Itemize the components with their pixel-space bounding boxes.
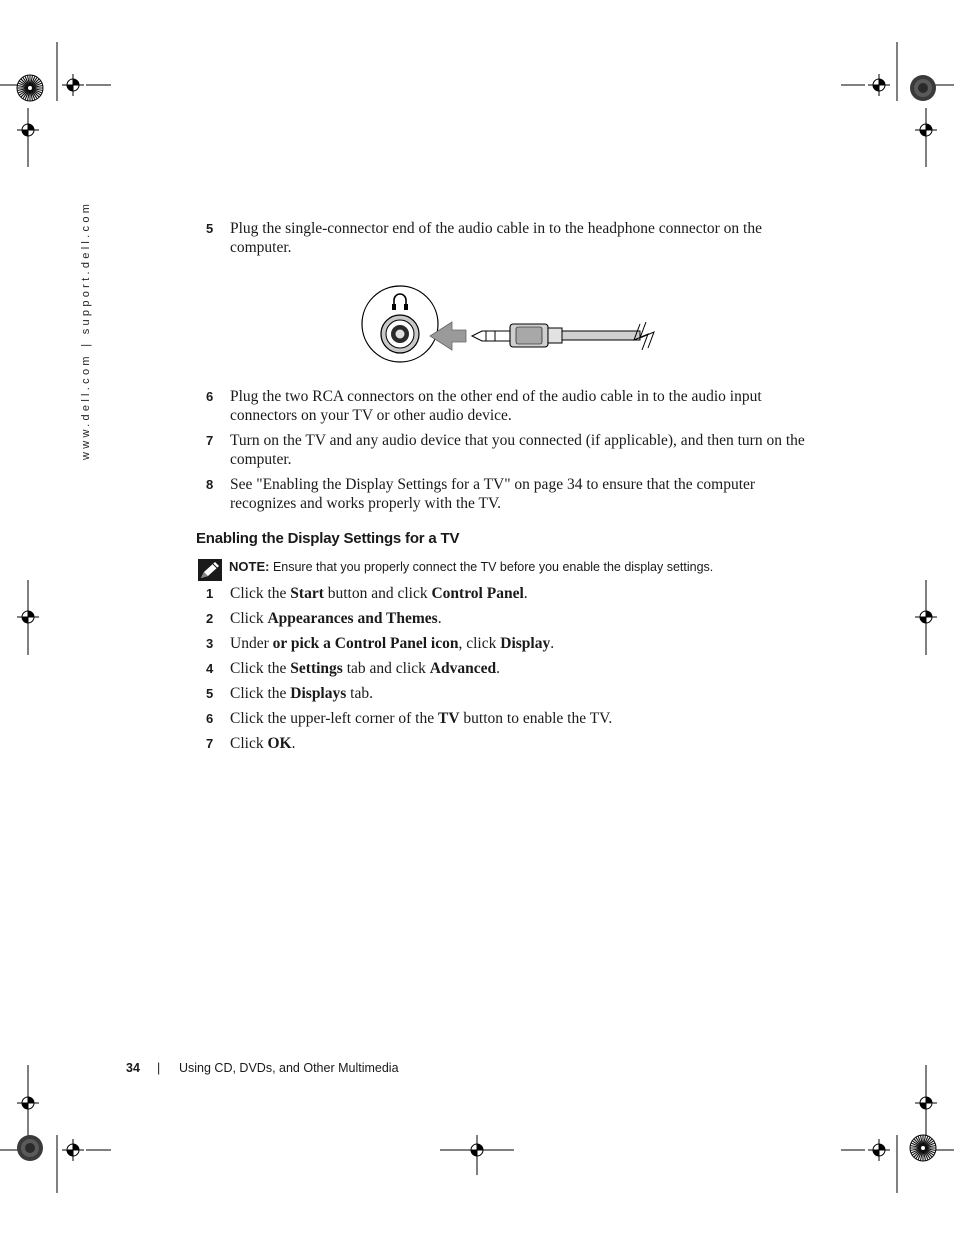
ui-term: TV [438,710,460,727]
footer-separator: | [157,1061,161,1075]
text-run: Click the [230,585,291,602]
step-text [230,609,818,628]
step-number: 5 [206,686,214,701]
ui-term: or pick a Control Panel icon [272,635,459,652]
step-text [230,387,818,425]
page-number: 34 [126,1061,140,1075]
step-number: 4 [206,661,214,676]
step-text [230,709,818,728]
step-item [206,709,818,728]
text-run: tab. [346,685,373,702]
step-number: 7 [206,433,214,448]
step-number: 3 [206,636,214,651]
step-text [230,684,818,703]
step-text [230,431,818,469]
text-run: tab and click [342,660,430,677]
ui-term: Appearances and Themes [267,610,438,627]
ui-term: Advanced [429,660,497,677]
text-run: Click [230,610,268,627]
ui-term: Display [500,635,551,652]
step-text [230,584,818,603]
step-number: 6 [206,389,214,404]
ui-term: Displays [290,685,347,702]
text-run: Plug the two RCA connectors on the other end of the audio cable in to the audio input connectors on your TV or other audio device. [230,388,762,424]
step-number: 8 [206,477,214,492]
text-run: Click the upper-left corner of the [230,710,438,727]
text-run: See "Enabling the Display Settings for a TV" on page 34 to ensure that the computer recognizes and works properly with the TV. [230,476,756,512]
sidebar-url: www.dell.com | support.dell.com [80,200,92,460]
section-heading: Enabling the Display Settings for a TV [196,530,460,547]
step-item [206,734,818,753]
step-item [206,634,818,653]
step-text [230,634,818,653]
text-run: button to enable the TV. [459,710,613,727]
text-run: Under [230,635,273,652]
step-item [206,475,818,513]
step-item [206,659,818,678]
step-item [206,219,818,257]
text-run: Plug the single-connector end of the audio cable in to the headphone connector on the computer. [230,220,762,256]
step-item [206,431,818,469]
ui-term: Control Panel [431,585,524,602]
headphone-plug [472,322,654,350]
text-run: . [550,635,555,652]
text-run: button and click [323,585,432,602]
ui-term: Settings [290,660,343,677]
step-number: 2 [206,611,214,626]
step-text [230,475,818,513]
text-run: . [523,585,528,602]
text-run: . [437,610,442,627]
headphone-connection-figure [358,284,658,366]
step-item [206,684,818,703]
step-item [206,584,818,603]
text-run: Turn on the TV and any audio device that you connected (if applicable), and then turn on the computer. [230,432,805,468]
text-run: , click [458,635,501,652]
text-run: Click the [230,685,291,702]
text-run: . [496,660,500,677]
step-number: 6 [206,711,214,726]
ui-term: Start [290,585,324,602]
step-item [206,387,818,425]
step-item [206,609,818,628]
ui-term: OK [267,735,292,752]
step-text [230,219,818,257]
step-number: 1 [206,586,214,601]
step-text [230,734,818,753]
footer-chapter-title: Using CD, DVDs, and Other Multimedia [179,1061,399,1075]
text-run: Click the [230,660,291,677]
step-text [230,659,818,678]
step-number: 7 [206,736,214,751]
text-run: . [291,735,296,752]
note-pencil-icon [198,559,222,581]
step-number: 5 [206,221,214,236]
note-block [198,559,818,574]
text-run: Click [230,735,268,752]
note-label: NOTE: [229,559,270,574]
note-text: Ensure that you properly connect the TV before you enable the display settings. [272,560,714,574]
